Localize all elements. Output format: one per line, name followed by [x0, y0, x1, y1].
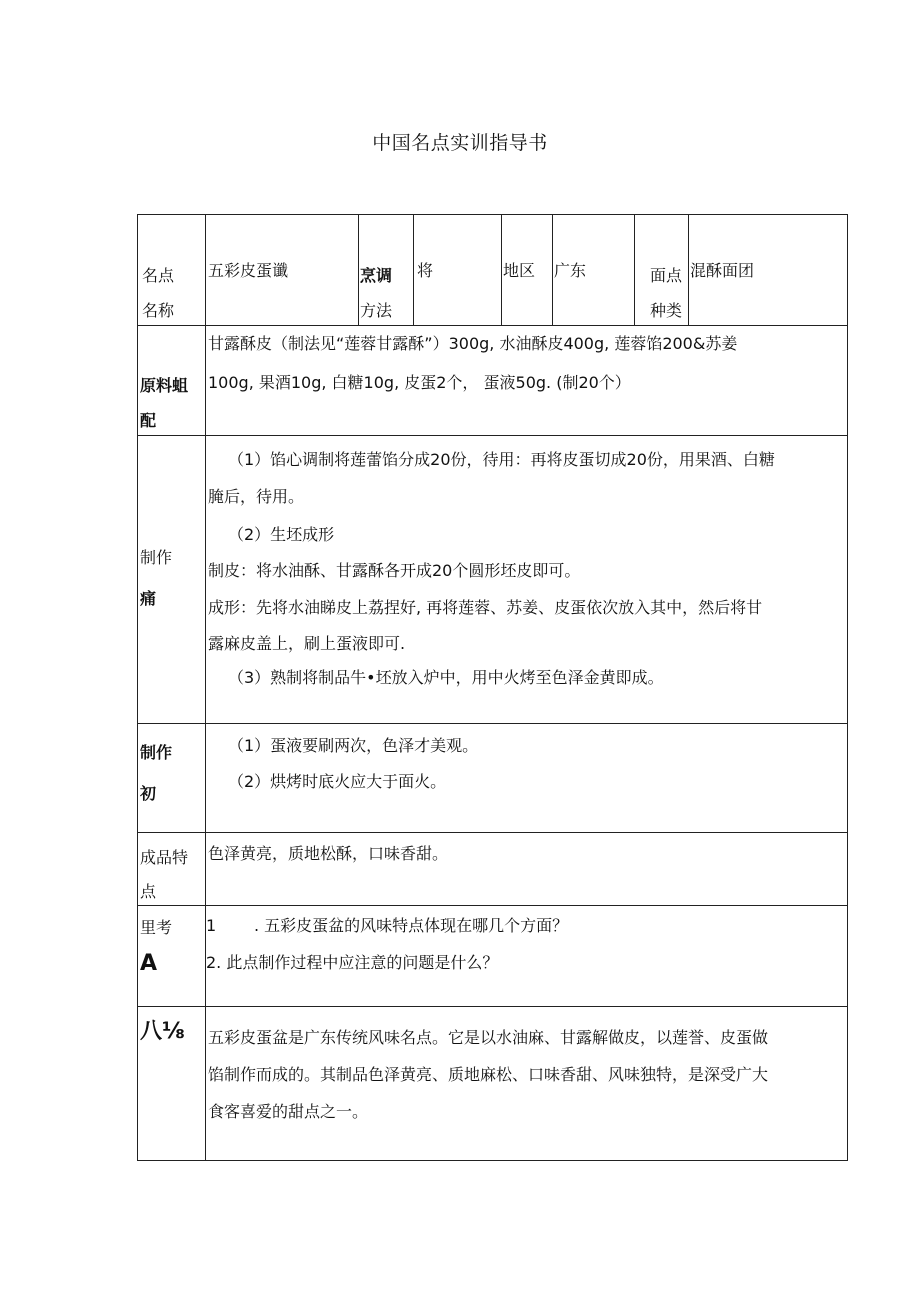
name-row-divider-1 [358, 215, 359, 325]
process-step1-line1: （1）馅心调制将莲蕾馅分成20份，待用：再将皮蛋切成20份，用果酒、白糖 [228, 450, 775, 469]
process-step1-line2: 腌后，待用。 [208, 487, 305, 506]
name-label-line2: 名称 [142, 301, 175, 320]
process-step2-line3: 露麻皮盖上，刷上蛋液即可. [208, 634, 406, 653]
intro-line2: 馅制作而成的。其制品色泽黄亮、质地麻松、口味香甜、风味独特，是深受广大 [208, 1065, 769, 1084]
tips-label-line1: 制作 [140, 743, 173, 762]
row-divider-2 [138, 435, 847, 436]
name-value: 五彩皮蛋谶 [208, 261, 289, 280]
questions-label-line1: 里考 [140, 918, 173, 937]
ingredients-label-line2: 配 [140, 411, 157, 430]
method-value: 将 [417, 261, 434, 280]
tip-1: （1）蛋液要刷两次，色泽才美观。 [228, 736, 479, 755]
type-value: 混酥面团 [690, 261, 755, 280]
name-row-divider-5 [634, 215, 635, 325]
features-label-line2: 点 [140, 882, 157, 901]
page-title: 中国名点实训指导书 [372, 132, 548, 154]
process-step2-line1: 制皮：将水油酥、甘露酥各开成20个圆形坯皮即可。 [208, 561, 581, 580]
intro-line3: 食客喜爱的甜点之一。 [208, 1102, 369, 1121]
tip-2: （2）烘烤时底火应大于面火。 [228, 772, 447, 791]
name-row-divider-2 [413, 215, 414, 325]
name-row-divider-3 [501, 215, 502, 325]
label-column-divider [205, 215, 206, 1161]
intro-label: 八⅛ [140, 1019, 185, 1044]
name-row-divider-6 [688, 215, 689, 325]
tips-label-line2: 初 [140, 784, 157, 803]
ingredients-label-line1: 原料蛆 [140, 376, 189, 395]
method-label-line2: 方法 [360, 301, 393, 320]
method-label-line1: 烹调 [360, 266, 393, 285]
process-step2-title: （2）生坯成形 [228, 525, 335, 544]
name-label-line1: 名点 [142, 266, 175, 285]
features-value: 色泽黄亮，质地松酥，口味香甜。 [208, 844, 449, 863]
question-2: 2. 此点制作过程中应注意的问题是什么？ [206, 953, 499, 972]
recipe-table [137, 214, 848, 1161]
features-label-line1: 成品特 [140, 848, 189, 867]
questions-label-line2: A [140, 951, 158, 976]
name-row-divider-4 [552, 215, 553, 325]
row-divider-3 [138, 723, 847, 724]
type-label-line1: 面点 [650, 266, 683, 285]
question-1-number: 1 [206, 916, 217, 935]
row-divider-6 [138, 1006, 847, 1007]
process-step2-line2: 成形：先将水油睇皮上荔捏好, 再将莲蓉、苏姜、皮蛋依次放入其中，然后将甘 [208, 598, 763, 617]
intro-line1: 五彩皮蛋盆是广东传统风味名点。它是以水油麻、甘露解做皮，以莲誉、皮蛋做 [208, 1028, 769, 1047]
type-label-line2: 种类 [650, 301, 683, 320]
process-step3: （3）熟制将制品牛•坯放入炉中，用中火烤至色泽金黄即成。 [228, 668, 664, 687]
ingredients-line1: 甘露酥皮（制法见“莲蓉甘露酥”）300g, 水油酥皮400g, 莲蓉馅200&苏姜 [208, 334, 738, 353]
process-label-line2: 痛 [140, 589, 157, 608]
ingredients-line2: 100g, 果酒10g, 白糖10g, 皮蛋2个， 蛋液50g. (制20个） [208, 373, 631, 392]
row-divider-1 [138, 325, 847, 326]
question-1-text: . 五彩皮蛋盆的风味特点体现在哪几个方面？ [254, 916, 569, 935]
region-value: 广东 [554, 261, 587, 280]
row-divider-5 [138, 905, 847, 906]
row-divider-4 [138, 832, 847, 833]
region-label: 地区 [503, 261, 536, 280]
process-label-line1: 制作 [140, 548, 173, 567]
